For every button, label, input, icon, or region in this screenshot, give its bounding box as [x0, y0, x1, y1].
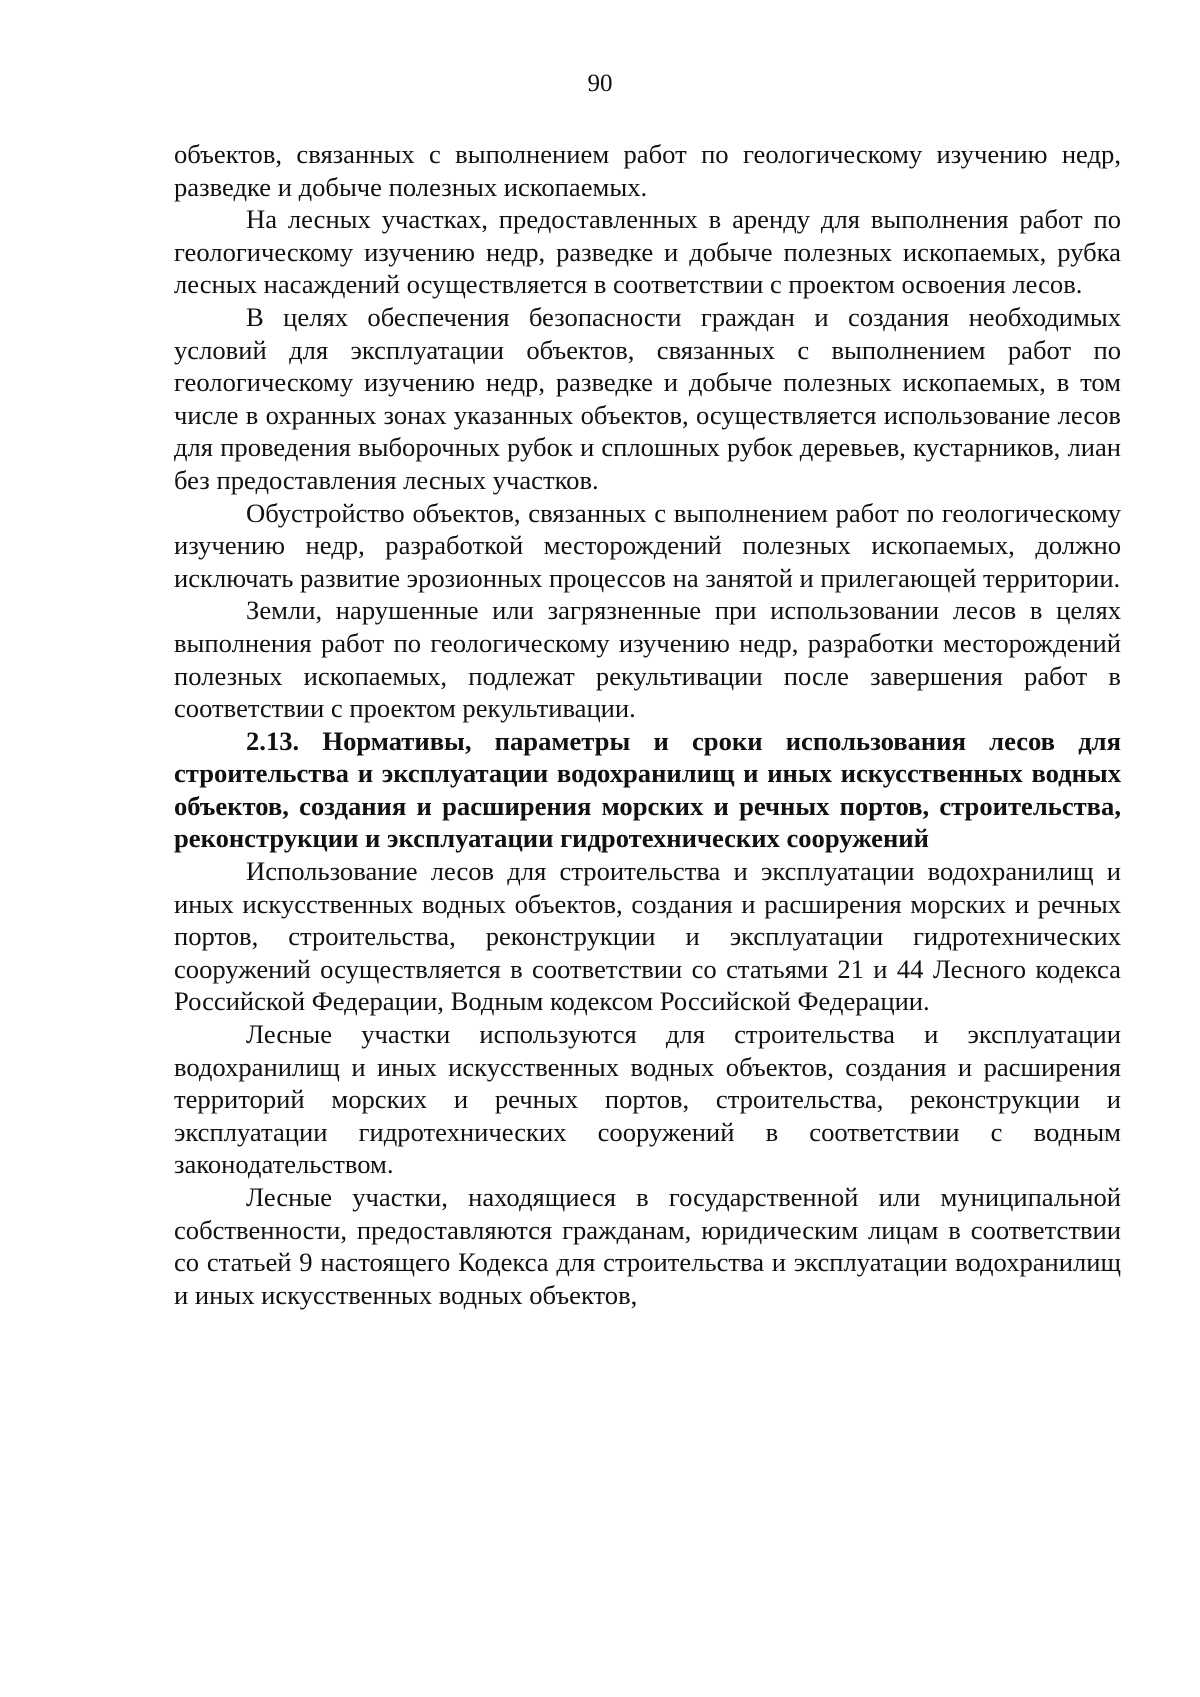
section-heading: 2.13. Нормативы, параметры и сроки использования лесов для строительства и эксплуатации водохранилищ и иных искусственных водных объектов, создания и расширения морских и речных портов, строительства, реконструкции и эксплуатации гидротехнических сооружений [174, 725, 1121, 854]
paragraph-continuation: объектов, связанных с выполнением работ по геологическому изучению недр, разведке и добыче полезных ископаемых. [174, 139, 1121, 202]
paragraph: Использование лесов для строительства и эксплуатации водохранилищ и иных искусственных водных объектов, создания и расширения морских и речных портов, строительства, реконструкции и эксплуатации гидротехнических сооружений осуществляется в соответствии со статьями 21 и 44 Лесного кодекса Российской Федерации, Водным кодексом Российской Федерации. [174, 856, 1121, 1017]
paragraph: Обустройство объектов, связанных с выполнением работ по геологическому изучению недр, разработкой месторождений полезных ископаемых, должно исключать развитие эрозионных процессов на занятой и прилегающей территории. [174, 497, 1121, 593]
document-body [174, 138, 1121, 1311]
paragraph: Земли, нарушенные или загрязненные при использовании лесов в целях выполнения работ по геологическому изучению недр, разработки месторождений полезных ископаемых, подлежат рекультивации после завершения работ в соответствии с проектом рекультивации. [174, 595, 1121, 724]
paragraph: В целях обеспечения безопасности граждан и создания необходимых условий для эксплуатации объектов, связанных с выполнением работ по геологическому изучению недр, разведке и добыче полезных ископаемых, в том числе в охранных зонах указанных объектов, осуществляется использование лесов для проведения выборочных рубок и сплошных рубок деревьев, кустарников, лиан без предоставления лесных участков. [174, 301, 1121, 495]
paragraph: На лесных участках, предоставленных в аренду для выполнения работ по геологическому изучению недр, разведке и добыче полезных ископаемых, рубка лесных насаждений осуществляется в соответствии с проектом освоения лесов. [174, 204, 1121, 300]
paragraph: Лесные участки используются для строительства и эксплуатации водохранилищ и иных искусственных водных объектов, создания и расширения территорий морских и речных портов, строительства, реконструкции и эксплуатации гидротехнических сооружений в соответствии с водным законодательством. [174, 1019, 1121, 1180]
paragraph: Лесные участки, находящиеся в государственной или муниципальной собственности, предоставляются гражданам, юридическим лицам в соответствии со статьей 9 настоящего Кодекса для строительства и эксплуатации водохранилищ и иных искусственных водных объектов, [174, 1182, 1121, 1310]
page-number: 90 [587, 70, 613, 97]
